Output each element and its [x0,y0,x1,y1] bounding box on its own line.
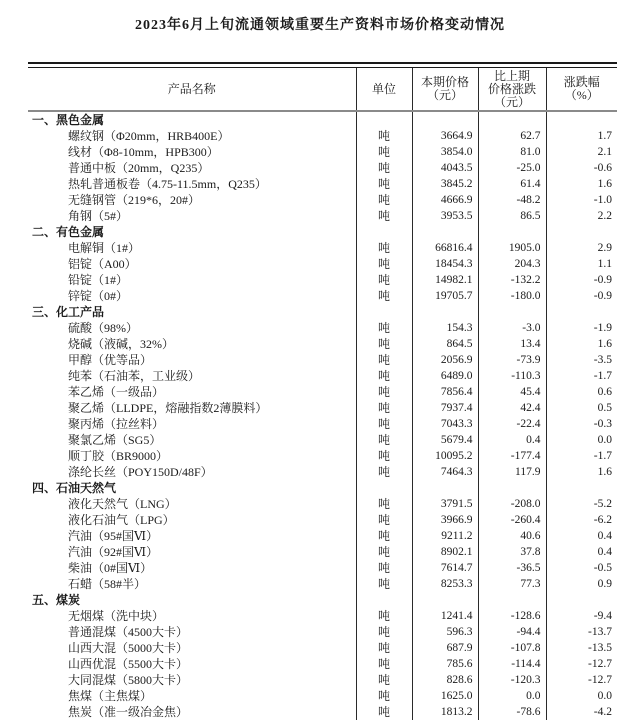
change-pct-cell: -1.0 [546,192,617,208]
change-pct-cell: -13.7 [546,624,617,640]
table-row [28,336,617,352]
unit-cell [356,111,412,128]
current-price-cell: 3966.9 [412,512,478,528]
change-pct-cell: -1.9 [546,320,617,336]
unit-cell: 吨 [356,160,412,176]
unit-cell: 吨 [356,544,412,560]
price-change-cell: 42.4 [478,400,546,416]
product-name-cell: 汽油（95#国Ⅵ） [68,529,159,543]
price-change-cell: -94.4 [478,624,546,640]
unit-cell [356,304,412,320]
current-price-cell: 7856.4 [412,384,478,400]
price-change-cell: -180.0 [478,288,546,304]
product-name-cell: 铝锭（A00） [68,257,137,271]
change-pct-cell: 1.6 [546,176,617,192]
product-name-cell: 聚乙烯（LLDPE，熔融指数2薄膜料） [68,401,268,415]
current-price-cell: 2056.9 [412,352,478,368]
price-change-cell: -208.0 [478,496,546,512]
price-table [28,62,617,720]
unit-cell [356,480,412,496]
table-row [28,512,617,528]
price-change-cell: 13.4 [478,336,546,352]
price-table-grid [28,68,617,720]
product-name-cell: 山西大混（5000大卡） [68,641,189,655]
change-pct-cell: 0.0 [546,432,617,448]
table-row [28,448,617,464]
product-name-cell: 液化天然气（LNG） [68,497,177,511]
change-pct-cell [546,111,617,128]
change-pct-cell: 1.7 [546,128,617,144]
header-unit [356,68,412,111]
current-price-cell: 864.5 [412,336,478,352]
product-name-cell: 液化石油气（LPG） [68,513,175,527]
current-price-cell: 4666.9 [412,192,478,208]
unit-cell: 吨 [356,624,412,640]
change-pct-cell: -9.4 [546,608,617,624]
unit-cell [356,592,412,608]
price-change-cell: 61.4 [478,176,546,192]
change-pct-cell [546,480,617,496]
table-row [28,368,617,384]
unit-cell: 吨 [356,576,412,592]
price-change-cell: 45.4 [478,384,546,400]
section-header-row [28,592,617,608]
current-price-cell: 8902.1 [412,544,478,560]
product-name-cell: 顺丁胶（BR9000） [68,449,169,463]
table-row [28,320,617,336]
product-name-cell: 普通混煤（4500大卡） [68,625,189,639]
table-body [28,111,617,720]
header-unit-label: 单位 [371,81,396,96]
product-name-cell: 石蜡（58#半） [68,577,147,591]
header-current-price-line1: 本期价格 [420,75,469,89]
unit-cell: 吨 [356,400,412,416]
product-name-cell: 四、石油天然气 [32,481,117,495]
product-name-cell: 无烟煤（洗中块） [68,609,165,623]
table-row [28,496,617,512]
unit-cell: 吨 [356,512,412,528]
product-name-cell: 柴油（0#国Ⅵ） [68,561,153,575]
current-price-cell [412,304,478,320]
product-name-cell: 焦煤（主焦煤） [68,689,153,703]
change-pct-cell: 2.9 [546,240,617,256]
change-pct-cell [546,304,617,320]
price-change-cell: -3.0 [478,320,546,336]
table-row [28,704,617,720]
change-pct-cell: -12.7 [546,656,617,672]
price-change-cell: 0.4 [478,432,546,448]
product-name-cell: 烧碱（液碱，32%） [68,337,174,351]
current-price-cell: 7464.3 [412,464,478,480]
unit-cell: 吨 [356,384,412,400]
current-price-cell: 66816.4 [412,240,478,256]
unit-cell: 吨 [356,128,412,144]
current-price-cell: 18454.3 [412,256,478,272]
table-row [28,560,617,576]
section-header-row [28,304,617,320]
current-price-cell: 154.3 [412,320,478,336]
current-price-cell: 785.6 [412,656,478,672]
product-name-cell: 硫酸（98%） [68,321,138,335]
table-row [28,656,617,672]
current-price-cell [412,111,478,128]
table-row [28,528,617,544]
current-price-cell: 596.3 [412,624,478,640]
unit-cell: 吨 [356,496,412,512]
table-row [28,432,617,448]
change-pct-cell: -0.5 [546,560,617,576]
price-change-cell: -177.4 [478,448,546,464]
price-change-cell: -260.4 [478,512,546,528]
price-change-cell: -114.4 [478,656,546,672]
current-price-cell: 9211.2 [412,528,478,544]
change-pct-cell: -3.5 [546,352,617,368]
product-name-cell: 线材（Φ8-10mm，HPB300） [68,145,219,159]
change-pct-cell: 0.9 [546,576,617,592]
unit-cell: 吨 [356,240,412,256]
product-name-cell: 一、黑色金属 [32,113,105,127]
header-current-price [412,68,478,111]
product-name-cell: 无缝钢管（219*6，20#） [68,193,201,207]
price-change-cell: -48.2 [478,192,546,208]
table-row [28,608,617,624]
change-pct-cell: -12.7 [546,672,617,688]
price-change-cell [478,592,546,608]
product-name-cell: 铅锭（1#） [68,273,129,287]
product-name-cell: 聚氯乙烯（SG5） [68,433,162,447]
product-name-cell: 甲醇（优等品） [68,353,153,367]
change-pct-cell: 0.5 [546,400,617,416]
table-row [28,464,617,480]
product-name-cell: 纯苯（石油苯，工业级） [68,369,201,383]
unit-cell: 吨 [356,352,412,368]
current-price-cell: 10095.2 [412,448,478,464]
table-row [28,416,617,432]
price-change-cell: -107.8 [478,640,546,656]
change-pct-cell: -6.2 [546,512,617,528]
change-pct-cell: 1.6 [546,464,617,480]
current-price-cell: 687.9 [412,640,478,656]
unit-cell: 吨 [356,640,412,656]
current-price-cell: 1625.0 [412,688,478,704]
table-row [28,176,617,192]
header-price-change [478,68,546,111]
price-change-cell: 204.3 [478,256,546,272]
price-change-cell: 77.3 [478,576,546,592]
price-change-cell: 62.7 [478,128,546,144]
change-pct-cell: -13.5 [546,640,617,656]
table-row [28,688,617,704]
product-name-cell: 二、有色金属 [32,225,105,239]
change-pct-cell: 1.1 [546,256,617,272]
current-price-cell: 7614.7 [412,560,478,576]
change-pct-cell: -1.7 [546,368,617,384]
current-price-cell [412,592,478,608]
table-row [28,160,617,176]
product-name-cell: 锌锭（0#） [68,289,129,303]
product-name-cell: 汽油（92#国Ⅵ） [68,545,159,559]
product-name-cell: 五、煤炭 [32,593,81,607]
unit-cell: 吨 [356,256,412,272]
price-change-cell [478,224,546,240]
current-price-cell: 14982.1 [412,272,478,288]
unit-cell: 吨 [356,320,412,336]
product-name-cell: 焦炭（准一级冶金焦） [68,705,189,719]
current-price-cell: 5679.4 [412,432,478,448]
price-change-cell: 0.0 [478,688,546,704]
header-price-change-line1: 比上期 [493,68,530,83]
unit-cell: 吨 [356,688,412,704]
product-name-cell: 聚丙烯（拉丝料） [68,417,165,431]
unit-cell: 吨 [356,416,412,432]
table-row [28,240,617,256]
change-pct-cell: -0.6 [546,160,617,176]
table-row [28,352,617,368]
unit-cell: 吨 [356,208,412,224]
table-row [28,672,617,688]
price-change-cell [478,480,546,496]
product-name-cell: 山西优混（5500大卡） [68,657,189,671]
header-change-pct-line1: 涨跌幅 [563,75,600,89]
price-change-cell: -36.5 [478,560,546,576]
price-change-cell: 117.9 [478,464,546,480]
unit-cell [356,224,412,240]
unit-cell: 吨 [356,528,412,544]
header-current-price-line2: （元） [426,88,463,102]
table-row [28,576,617,592]
table-row [28,400,617,416]
change-pct-cell: 2.1 [546,144,617,160]
current-price-cell: 3791.5 [412,496,478,512]
current-price-cell [412,480,478,496]
table-row [28,128,617,144]
current-price-cell: 3953.5 [412,208,478,224]
unit-cell: 吨 [356,464,412,480]
header-price-change-line2: 价格涨跌 [487,81,536,96]
unit-cell: 吨 [356,192,412,208]
current-price-cell: 19705.7 [412,288,478,304]
change-pct-cell: -1.7 [546,448,617,464]
unit-cell: 吨 [356,336,412,352]
current-price-cell: 8253.3 [412,576,478,592]
current-price-cell: 6489.0 [412,368,478,384]
change-pct-cell: -0.3 [546,416,617,432]
product-name-cell: 普通中板（20mm，Q235） [68,161,210,175]
change-pct-cell: -0.9 [546,288,617,304]
price-change-cell: -120.3 [478,672,546,688]
change-pct-cell [546,592,617,608]
change-pct-cell: 0.6 [546,384,617,400]
table-row [28,544,617,560]
unit-cell: 吨 [356,272,412,288]
price-change-cell: 86.5 [478,208,546,224]
price-change-cell [478,304,546,320]
section-header-row [28,224,617,240]
change-pct-cell [546,224,617,240]
change-pct-cell: -4.2 [546,704,617,720]
price-change-cell: -25.0 [478,160,546,176]
header-change-pct-line2: （%） [564,88,599,102]
price-change-cell: -128.6 [478,608,546,624]
product-name-cell: 苯乙烯（一级品） [68,385,165,399]
price-change-cell: -73.9 [478,352,546,368]
table-row [28,208,617,224]
product-name-cell: 大同混煤（5800大卡） [68,673,189,687]
table-row [28,256,617,272]
price-change-cell [478,111,546,128]
unit-cell: 吨 [356,608,412,624]
product-name-cell: 热轧普通板卷（4.75-11.5mm，Q235） [68,177,267,191]
price-change-cell: 37.8 [478,544,546,560]
unit-cell: 吨 [356,432,412,448]
product-name-cell: 三、化工产品 [32,305,105,319]
header-price-change-line3: （元） [493,94,530,109]
current-price-cell: 7937.4 [412,400,478,416]
current-price-cell: 3854.0 [412,144,478,160]
current-price-cell: 7043.3 [412,416,478,432]
unit-cell: 吨 [356,448,412,464]
current-price-cell: 3845.2 [412,176,478,192]
current-price-cell: 3664.9 [412,128,478,144]
product-name-cell: 角钢（5#） [68,209,129,223]
current-price-cell: 1241.4 [412,608,478,624]
change-pct-cell: 1.6 [546,336,617,352]
page-title: 2023年6月上旬流通领域重要生产资料市场价格变动情况 [135,18,505,33]
unit-cell: 吨 [356,704,412,720]
unit-cell: 吨 [356,176,412,192]
header-product-name [28,68,356,111]
price-change-cell: 1905.0 [478,240,546,256]
table-row [28,192,617,208]
price-change-cell: -132.2 [478,272,546,288]
price-change-cell: 81.0 [478,144,546,160]
change-pct-cell: -5.2 [546,496,617,512]
product-name-cell: 螺纹钢（Φ20mm，HRB400E） [68,129,230,143]
table-row [28,272,617,288]
section-header-row [28,480,617,496]
table-row [28,640,617,656]
section-header-row [28,111,617,128]
table-row [28,624,617,640]
change-pct-cell: 0.0 [546,688,617,704]
unit-cell: 吨 [356,560,412,576]
table-header-row [28,68,617,111]
change-pct-cell: 2.2 [546,208,617,224]
price-change-cell: -110.3 [478,368,546,384]
change-pct-cell: 0.4 [546,544,617,560]
unit-cell: 吨 [356,672,412,688]
current-price-cell: 4043.5 [412,160,478,176]
unit-cell: 吨 [356,656,412,672]
table-row [28,288,617,304]
current-price-cell [412,224,478,240]
price-change-cell: -22.4 [478,416,546,432]
product-name-cell: 电解铜（1#） [68,241,141,255]
table-row [28,384,617,400]
table-row [28,144,617,160]
change-pct-cell: 0.4 [546,528,617,544]
header-change-pct [546,68,617,111]
unit-cell: 吨 [356,288,412,304]
price-change-cell: -78.6 [478,704,546,720]
change-pct-cell: -0.9 [546,272,617,288]
header-product-name-label: 产品名称 [167,81,216,96]
price-change-cell: 40.6 [478,528,546,544]
current-price-cell: 828.6 [412,672,478,688]
unit-cell: 吨 [356,144,412,160]
product-name-cell: 涤纶长丝（POY150D/48F） [68,465,213,479]
current-price-cell: 1813.2 [412,704,478,720]
unit-cell: 吨 [356,368,412,384]
